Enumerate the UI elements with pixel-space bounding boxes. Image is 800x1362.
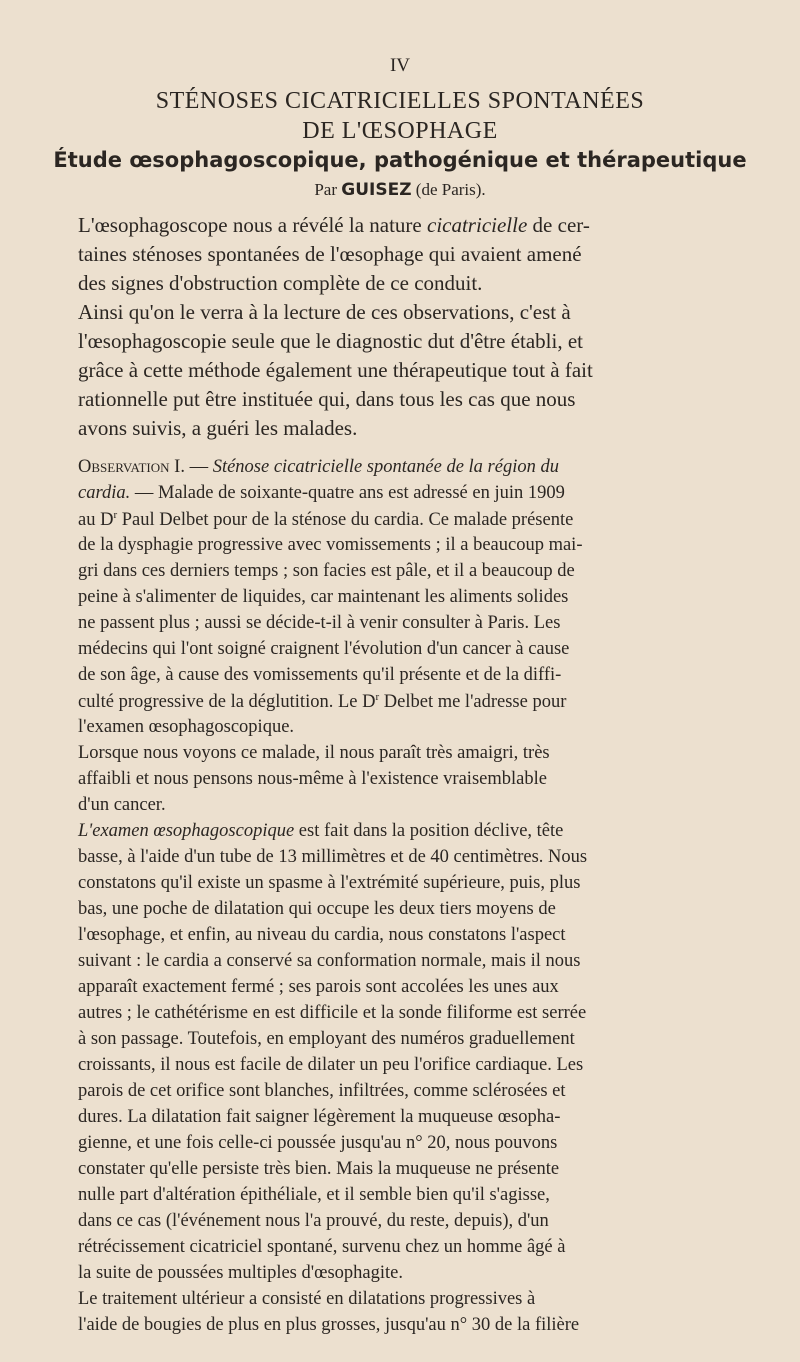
chapter-number: IV <box>389 55 411 76</box>
observation-line: médecins qui l'ont soigné craignent l'évolution d'un cancer à cause <box>78 639 570 659</box>
observation-line: peine à s'alimenter de liquides, car maintenant les aliments solides <box>78 587 569 607</box>
observation-line: culté progressive de la déglutition. Le $D^r$ Delbet me l'adresse pour <box>78 691 567 713</box>
affiliation: (de Paris). <box>415 180 486 199</box>
observation-line: constatons qu'il existe un spasme à l'extrémité supérieure, puis, plus <box>78 873 581 893</box>
observation-line: ne passent plus ; aussi se décide-t-il à venir consulter à Paris. Les <box>78 613 561 633</box>
observation-line: l'examen œsophagoscopique. <box>78 717 295 737</box>
observation-line: au $D^r$ Paul Delbet pour de la sténose du cardia. Ce malade présente <box>78 509 574 531</box>
observation-line: dans ce cas (l'événement nous l'a prouvé, du reste, depuis), d'un <box>78 1211 549 1231</box>
observation-line: basse, à l'aide d'un tube de 13 millimètres et de 40 centimètres. Nous <box>78 847 588 867</box>
observation-label: Observation I. <box>78 457 185 477</box>
intro-line: l'œsophagoscopie seule que le diagnostic dut d'être établi, et <box>78 329 584 353</box>
observation-line: dures. La dilatation fait saigner légèrement la muqueuse œsopha- <box>78 1107 561 1127</box>
subtitle: Étude œsophagoscopique, pathogénique et thérapeutique <box>53 148 747 172</box>
observation-line: gienne, et une fois celle-ci poussée jusqu'au n° 20, nous pouvons <box>78 1133 558 1153</box>
observation-line: l'aide de bougies de plus en plus grosses, jusqu'au n° 30 de la filière <box>78 1315 580 1335</box>
observation-line: croissants, il nous est facile de dilater un peu l'orifice cardiaque. Les <box>78 1055 584 1075</box>
observation-line: gri dans ces derniers temps ; son facies est pâle, et il a beaucoup de <box>78 561 575 581</box>
observation-line: de la dysphagie progressive avec vomissements ; il a beaucoup mai- <box>78 535 583 555</box>
observation-line: parois de cet orifice sont blanches, infiltrées, comme sclérosées et <box>78 1081 566 1101</box>
observation-line: apparaît exactement fermé ; ses parois sont accolées les unes aux <box>78 977 559 997</box>
author-name: GUISEZ <box>341 180 412 200</box>
title-line-1: STÉNOSES CICATRICIELLES SPONTANÉES <box>155 88 645 114</box>
observation-line: suivant : le cardia a conservé sa conformation normale, mais il nous <box>78 951 581 971</box>
title-line-2: DE L'ŒSOPHAGE <box>302 118 498 144</box>
observation-title: Sténose cicatricielle spontanée de la région du <box>212 457 559 477</box>
byline <box>0 180 800 200</box>
observation-line: d'un cancer. <box>78 795 166 815</box>
observation-line: autres ; le cathétérisme en est difficile et la sonde filiforme est serrée <box>78 1003 587 1023</box>
intro-line: avons suivis, a guéri les malades. <box>78 416 358 440</box>
observation-line: la suite de poussées multiples d'œsophagite. <box>78 1263 403 1283</box>
observation-line: cardia. — Malade de soixante-quatre ans est adressé en juin 1909 <box>78 483 565 503</box>
intro-line: des signes d'obstruction complète de ce conduit. <box>78 271 483 295</box>
observation-line: affaibli et nous pensons nous-même à l'existence vraisemblable <box>78 769 547 789</box>
intro-line: taines sténoses spontanées de l'œsophage qui avaient amené <box>78 242 582 266</box>
observation-heading: Observation I. — Sténose cicatricielle spontanée de la région du <box>78 457 559 477</box>
observation-line: L'examen œsophagoscopique est fait dans la position déclive, tête <box>78 821 564 841</box>
byline-prefix: Par <box>314 180 337 199</box>
observation-line: de son âge, à cause des vomissements qu'il présente et de la diffi- <box>78 665 562 685</box>
observation-line: Lorsque nous voyons ce malade, il nous paraît très amaigri, très <box>78 743 550 763</box>
observation-line: bas, une poche de dilatation qui occupe les deux tiers moyens de <box>78 899 556 919</box>
intro-line: L'œsophagoscope nous a révélé la nature cicatricielle de cer- <box>78 213 590 237</box>
observation-line: rétrécissement cicatriciel spontané, survenu chez un homme âgé à <box>78 1237 566 1257</box>
intro-line: Ainsi qu'on le verra à la lecture de ces observations, c'est à <box>78 300 571 324</box>
intro-line: grâce à cette méthode également une thérapeutique tout à fait <box>78 358 593 382</box>
observation-line: constater qu'elle persiste très bien. Mais la muqueuse ne présente <box>78 1159 560 1179</box>
observation-line: à son passage. Toutefois, en employant des numéros graduellement <box>78 1029 575 1049</box>
observation-line: l'œsophage, et enfin, au niveau du cardia, nous constatons l'aspect <box>78 925 566 945</box>
intro-line: rationnelle put être instituée qui, dans tous les cas que nous <box>78 387 576 411</box>
observation-line: nulle part d'altération épithéliale, et il semble bien qu'il s'agisse, <box>78 1185 550 1205</box>
observation-line: Le traitement ultérieur a consisté en dilatations progressives à <box>78 1289 536 1309</box>
